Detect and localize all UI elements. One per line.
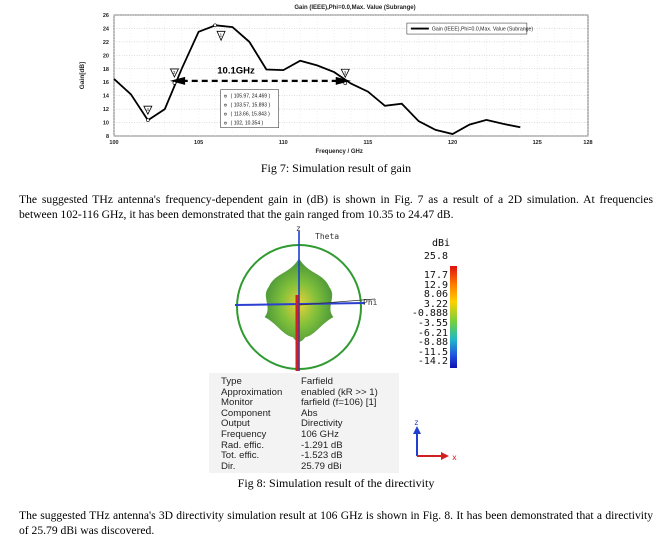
marker-2-label: 2 xyxy=(172,69,176,75)
fig7-paragraph: The suggested THz antenna's frequency-dependent gain in (dB) is shown in Fig. 7 as a result of a 2D simulation. At frequencies between 102-116 GHz, it has been demonstrated that the gain ranged from 10.35 to 24.47 dB. xyxy=(19,193,653,221)
gain-chart-svg xyxy=(70,0,600,160)
colorbar-tick-label: 8.06 xyxy=(423,289,448,300)
y-tick-label: 24 xyxy=(102,26,109,33)
info-value: Directivity xyxy=(301,418,343,430)
info-key: Rad. effic. xyxy=(221,439,265,451)
colorbar-tick-label: -11.5 xyxy=(417,347,448,358)
info-value: 25.79 dBi xyxy=(301,460,342,472)
y-tick-label: 16 xyxy=(102,80,109,87)
z-label: z xyxy=(296,225,301,233)
colorbar-tick-label: -0.888 xyxy=(411,308,448,319)
colorbar-labels xyxy=(402,236,451,371)
colorbar-tick-label: 12.9 xyxy=(423,280,448,291)
info-value: -1.523 dB xyxy=(301,450,343,462)
x-tick-label: 120 xyxy=(447,140,458,146)
marker-4-label: 4 xyxy=(146,107,149,113)
axis-triad xyxy=(405,418,465,468)
y-tick-label: 26 xyxy=(102,13,109,19)
colorbar-title: dBi xyxy=(432,238,451,249)
colorbar-tick-label: -8.88 xyxy=(417,337,448,348)
x-tick-label: 115 xyxy=(363,140,373,146)
colorbar-tick-label: -3.55 xyxy=(417,318,448,329)
colorbar-gradient xyxy=(450,266,457,368)
info-key: Frequency xyxy=(221,429,267,440)
farfield-plot xyxy=(225,225,390,375)
y-tick-label: 10 xyxy=(102,120,109,127)
colorbar-tick-label: 3.22 xyxy=(423,299,448,310)
info-key: Output xyxy=(221,418,250,430)
info-key: Tot. effic. xyxy=(221,450,260,462)
colorbar-tick-label: 17.7 xyxy=(423,270,448,281)
marker-readout-text: ( 105.97, 24.469 ) xyxy=(230,93,271,100)
info-key: Approximation xyxy=(221,386,283,398)
y-tick-label: 12 xyxy=(102,107,109,114)
marker-2-point xyxy=(173,81,176,84)
y-tick-label: 14 xyxy=(102,93,109,100)
marker-readout-icon: ⚙ xyxy=(223,93,228,99)
triad-x-label: x xyxy=(452,453,457,462)
colorbar-tick-label: -6.21 xyxy=(417,328,448,339)
marker-readout-text: ( 103.57, 15.893 ) xyxy=(230,102,271,109)
info-key: Dir. xyxy=(221,460,236,472)
x-axis-label: Frequency / GHz xyxy=(315,149,363,155)
y-tick-label: 22 xyxy=(102,39,109,46)
marker-3-point xyxy=(344,82,347,85)
info-key: Component xyxy=(221,407,271,419)
x-tick-label: 128 xyxy=(583,140,593,146)
info-value: 106 GHz xyxy=(301,429,339,440)
farfield-svg xyxy=(225,225,390,375)
farfield-info-panel xyxy=(209,373,399,473)
y-tick-label: 20 xyxy=(102,53,109,60)
y-axis-label: Gain[dB] xyxy=(79,61,86,90)
colorbar-tick-label: 25.8 xyxy=(423,251,448,262)
info-value: farfield (f=106) [1] xyxy=(301,397,377,409)
x-tick-label: 125 xyxy=(532,140,542,146)
fig8-paragraph: The suggested THz antenna's 3D directivity simulation result at 106 GHz is shown in Fig. 8. It has been demonstrated that a directivity of 25.79 dBi was discovered. xyxy=(19,509,653,537)
x-tick-label: 110 xyxy=(278,140,288,146)
gain-chart xyxy=(70,0,600,160)
theta-label: Theta xyxy=(315,232,340,241)
y-tick-label: 18 xyxy=(102,66,109,73)
chart-title: Gain (IEEE),Phi=0.0,Max. Value (Subrange) xyxy=(294,5,416,11)
marker-1-point xyxy=(214,24,217,27)
x-tick-label: 105 xyxy=(194,140,204,146)
phi-label: Phi xyxy=(363,298,378,307)
fig8-caption: Fig 8: Simulation result of the directivity xyxy=(237,476,435,490)
marker-readout-icon: ⚙ xyxy=(223,120,228,126)
fig7-caption: Fig 7: Simulation result of gain xyxy=(260,161,412,175)
marker-3-label: 3 xyxy=(343,70,347,76)
info-value: Abs xyxy=(301,407,318,419)
legend-text: Gain (IEEE),Phi=0.0,Max. Value (Subrange) xyxy=(431,26,534,33)
info-value: -1.291 dB xyxy=(301,439,343,451)
info-value: Farfield xyxy=(301,376,333,387)
marker-1-label: 1 xyxy=(219,32,223,38)
info-value: enabled (kR >> 1) xyxy=(301,386,378,398)
triad-z-label: z xyxy=(414,418,419,427)
marker-readout-icon: ⚙ xyxy=(223,111,228,117)
marker-readout-text: ( 102, 10.354 ) xyxy=(230,120,264,127)
marker-4-point xyxy=(146,119,149,122)
x-tick-label: 100 xyxy=(109,140,119,146)
colorbar xyxy=(402,236,462,371)
bandwidth-label: 10.1GHz xyxy=(217,65,255,77)
info-key: Type xyxy=(221,376,242,387)
axis-triad-svg xyxy=(405,418,465,468)
colorbar-tick-label: -14.2 xyxy=(417,356,448,367)
marker-readout-icon: ⚙ xyxy=(223,102,228,108)
info-key: Monitor xyxy=(221,397,253,409)
marker-readout-text: ( 113.66, 15.843 ) xyxy=(230,111,270,118)
y-tick-label: 8 xyxy=(105,134,109,140)
